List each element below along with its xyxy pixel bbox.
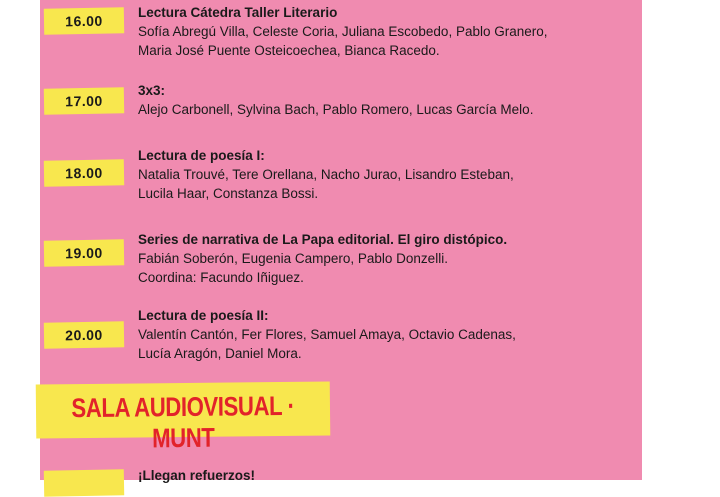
event-title-5: Lectura de poesía II: <box>138 308 269 323</box>
event-title-1: Lectura Cátedra Taller Literario <box>138 5 338 20</box>
time-badge-1: 16.00 <box>44 7 124 34</box>
time-badge-5: 20.00 <box>44 321 124 348</box>
event-line: Fabián Soberón, Eugenia Campero, Pablo Donzelli. <box>138 251 448 266</box>
event-line: Sofía Abregú Villa, Celeste Coria, Juliana Escobedo, Pablo Granero, <box>138 24 548 39</box>
event-3 <box>138 146 618 203</box>
event-line: Maria José Puente Osteicoechea, Bianca Racedo. <box>138 43 440 58</box>
time-badge-2: 17.00 <box>44 87 124 114</box>
event-line: Alejo Carbonell, Sylvina Bach, Pablo Romero, Lucas García Melo. <box>138 102 534 117</box>
time-badge-next <box>44 469 124 496</box>
event-line: Natalia Trouvé, Tere Orellana, Nacho Jurao, Lisandro Esteban, <box>138 167 514 182</box>
event-5 <box>138 306 618 363</box>
event-line: Lucía Aragón, Daniel Mora. <box>138 346 302 361</box>
section-heading: SALA AUDIOVISUAL · MUNT <box>71 390 295 454</box>
time-badge-3: 18.00 <box>44 159 124 186</box>
event-title-4: Series de narrativa de La Papa editorial. El giro distópico. <box>138 232 508 247</box>
event-4 <box>138 230 618 287</box>
event-title-next: ¡Llegan refuerzos! <box>138 468 256 483</box>
section-heading-banner <box>36 381 331 454</box>
event-1 <box>138 3 618 60</box>
event-title-2: 3x3: <box>138 83 166 98</box>
event-line: Valentín Cantón, Fer Flores, Samuel Amaya, Octavio Cadenas, <box>138 327 516 342</box>
event-next <box>138 466 618 485</box>
time-badge-4: 19.00 <box>44 239 124 266</box>
event-line: Lucila Haar, Constanza Bossi. <box>138 186 319 201</box>
event-line: Coordina: Facundo Iñiguez. <box>138 270 304 285</box>
event-title-3: Lectura de poesía I: <box>138 148 265 163</box>
event-2 <box>138 81 618 119</box>
